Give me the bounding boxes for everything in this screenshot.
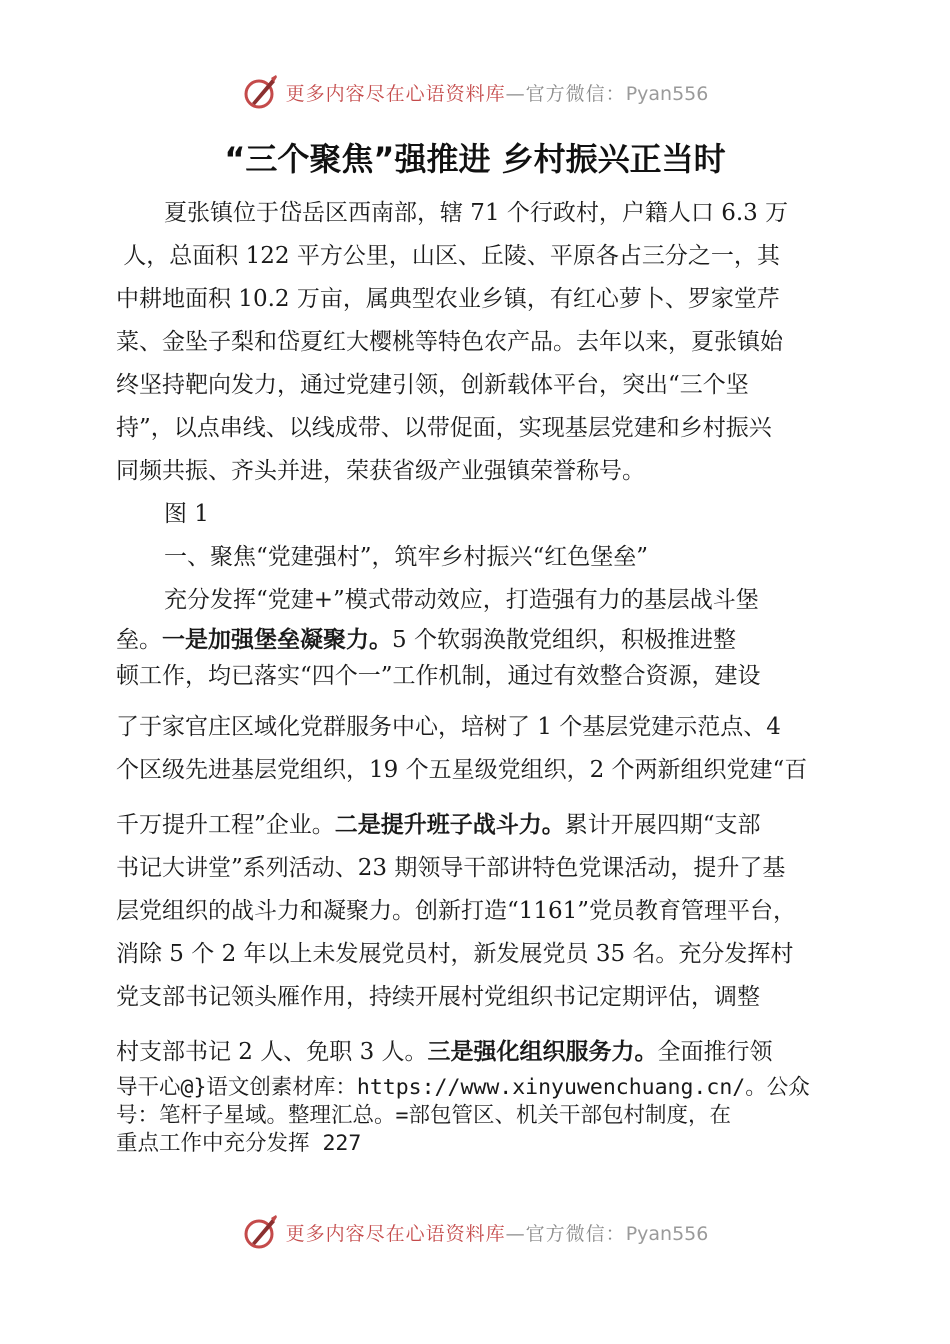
watermark-text — [286, 79, 709, 106]
text-segment: 村支部书记 2 人、免职 3 人。 — [116, 1039, 428, 1065]
text-line: 书记大讲堂”系列活动、23 期领导干部讲特色党课活动，提升了基 — [116, 855, 786, 881]
text-segment: 累计开展四期“支部 — [564, 812, 761, 838]
text-segment: 5 个软弱涣散党组织，积极推进整 — [392, 627, 736, 653]
text-line: 菜、金坠子梨和岱夏红大樱桃等特色农产品。去年以来，夏张镇始 — [116, 329, 783, 355]
text-line: 终坚持靶向发力，通过党建引领，创新载体平台，突出“三个坚 — [116, 372, 749, 398]
text-line: 夏张镇位于岱岳区西南部，辖 71 个行政村，户籍人口 6.3 万 — [164, 200, 789, 226]
section-heading: 一、聚焦“党建强村”，筑牢乡村振兴“红色堡垒” — [164, 544, 649, 570]
text-line: 中耕地面积 10.2 万亩，属典型农业乡镇，有红心萝卜、罗家堂芹 — [116, 286, 780, 312]
watermark-banner-top — [0, 70, 950, 114]
text-line: 层党组织的战斗力和凝聚力。创新打造“1161”党员教育管理平台， — [116, 898, 797, 924]
text-line: 党支部书记领头雁作用，持续开展村党组织书记定期评估，调整 — [116, 984, 760, 1010]
text-line: 充分发挥“党建+”模式带动效应，打造强有力的基层战斗堡 — [164, 587, 759, 613]
quill-logo-icon — [242, 1213, 280, 1251]
quill-logo-icon — [242, 73, 280, 111]
text-line: 消除 5 个 2 年以上未发展党员村，新发展党员 35 名。充分发挥村 — [116, 941, 794, 967]
watermark-id: Pyan556 — [625, 82, 709, 105]
watermark-dash: — — [505, 1222, 526, 1245]
text-line: 同频共振、齐头并进，荣获省级产业强镇荣誉称号。 — [116, 458, 645, 484]
document-body — [116, 192, 852, 1158]
bold-point-three: 三是强化组织服务力。 — [427, 1039, 658, 1065]
text-line — [116, 804, 852, 847]
text-line — [116, 622, 852, 658]
watermark-text — [286, 1219, 709, 1246]
text-segment: 全面推行领 — [657, 1039, 773, 1065]
document-title: “三个聚焦”强推进 乡村振兴正当时 — [224, 140, 726, 178]
watermark-dash: — — [505, 82, 526, 105]
text-line: 顿工作，均已落实“四个一”工作机制，通过有效整合资源，建设 — [116, 663, 761, 689]
text-segment: 千万提升工程”企业。 — [116, 812, 335, 838]
watermark-wechat: 官方微信： — [525, 82, 626, 105]
text-line: 号：笔杆子星域。整理汇总。=部包管区、机关干部包村制度，在 — [116, 1103, 731, 1128]
text-line: 导干心@}语文创素材库：https://www.xinyuwenchuang.cn/。公众 — [116, 1075, 810, 1100]
text-segment: 垒。 — [116, 627, 162, 653]
watermark-site: 更多内容尽在心语资料库 — [285, 1222, 506, 1245]
text-line: 人，总面积 122 平方公里，山区、丘陵、平原各占三分之一，其 — [116, 243, 780, 269]
text-line: 持”，以点串线、以线成带、以带促面，实现基层党建和乡村振兴 — [116, 415, 772, 441]
text-line: 个区级先进基层党组织，19 个五星级党组织，2 个两新组织党建“百 — [116, 757, 808, 783]
bold-point-one: 一是加强堡垒凝聚力。 — [162, 627, 392, 653]
text-line: 重点工作中充分发挥 227 — [116, 1131, 362, 1156]
bold-point-two: 二是提升班子战斗力。 — [334, 812, 565, 838]
figure-label: 图 1 — [164, 501, 209, 527]
watermark-site: 更多内容尽在心语资料库 — [285, 82, 506, 105]
watermark-id: Pyan556 — [625, 1222, 709, 1245]
watermark-wechat: 官方微信： — [525, 1222, 626, 1245]
text-line — [116, 1031, 852, 1074]
text-line: 了于家官庄区域化党群服务中心，培树了 1 个基层党建示范点、4 — [116, 714, 781, 740]
watermark-banner-bottom — [0, 1210, 950, 1254]
